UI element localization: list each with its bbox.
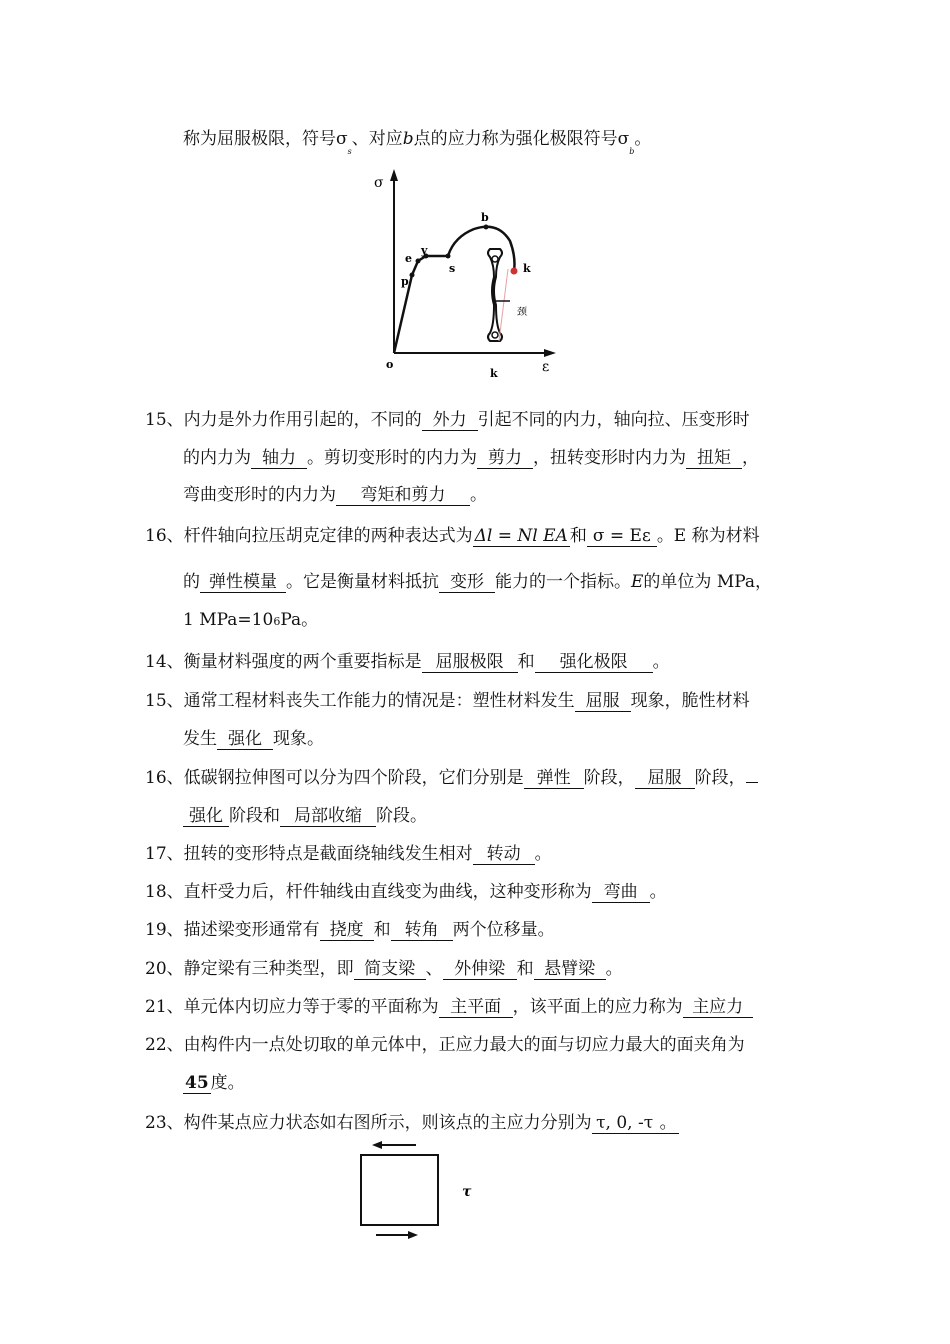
neck-label: 颈 [517, 307, 527, 318]
answer-blank: 局部收缩 [280, 806, 376, 827]
sigma-label: σ [374, 175, 384, 191]
specimen-sketch [488, 249, 510, 341]
answer-blank: 主应力 [683, 997, 753, 1018]
question-15a: 15、内力是外力作用引起的，不同的 外力 引起不同的内力，轴向拉、压变形时 [145, 410, 750, 430]
answer-blank: 外伸梁 [443, 959, 517, 980]
question-16b: 16、低碳钢拉伸图可以分为四个阶段，它们分别是 弹性 阶段， 屈服 阶段， [145, 767, 758, 789]
question-21: 21、单元体内切应力等于零的平面称为 主平面 ，该平面上的应力称为 主应力 [145, 996, 753, 1018]
question-19: 19、描述梁变形通常有 挠度 和 转角 两个位移量。 [145, 920, 555, 940]
answer-blank: 强化 [217, 729, 273, 750]
answer-blank: 轴力 [251, 448, 307, 469]
answer-blank: 45 [185, 1073, 209, 1093]
question-16a: 16、杆件轴向拉压胡克定律的两种表达式为 Δl = Nl EA 和 σ = Eε 。E 称为材料 [145, 526, 760, 546]
stress-strain-curve [394, 227, 515, 353]
point-y-label: y [421, 244, 428, 257]
point-p-label: p [401, 275, 409, 288]
answer-blank: 弯矩和剪力 [336, 485, 470, 506]
question-15a-line3: 弯曲变形时的内力为 弯矩和剪力 。 [183, 485, 487, 505]
answer-blank: 强化 [183, 806, 229, 827]
question-18: 18、直杆受力后，杆件轴线由直线变为曲线，这种变形称为 弯曲 。 [145, 882, 667, 902]
answer-blank: 屈服极限 [422, 652, 518, 673]
answer-blank: 弹性模量 [200, 572, 286, 593]
sigma-arrow [390, 169, 398, 181]
answer-blank: τ, 0, -τ [592, 1113, 658, 1134]
formula-blank: σ = Eε [587, 526, 657, 547]
question-20: 20、静定梁有三种类型，即 简支梁 、 外伸梁 和 悬臂梁 。 [145, 959, 623, 979]
tau-label: τ [462, 1184, 472, 1200]
point-e-label: e [405, 252, 412, 265]
answer-blank: 转动 [473, 844, 535, 865]
question-14: 14、衡量材料强度的两个重要指标是 屈服极限 和 强化极限 。 [145, 652, 670, 672]
answer-blank: 扭矩 [686, 448, 742, 469]
question-16a-line3: 1 MPa=106Pa。 [183, 610, 319, 630]
answer-blank: 转角 [391, 920, 453, 941]
question-15a-line2: 的内力为 轴力 。剪切变形时的内力为 剪力 ，扭转变形时内力为 扭矩 ， [183, 448, 759, 468]
answer-blank: 主平面 [439, 997, 513, 1018]
answer-blank: 弯曲 [592, 882, 650, 903]
origin-label: o [386, 358, 394, 371]
question-15b-line2: 发生 强化 现象。 [183, 729, 324, 749]
epsilon-label: ε [542, 359, 550, 375]
answer-blank: 强化极限 [535, 652, 653, 673]
element-square [361, 1155, 438, 1225]
answer-blank: 简支梁 [354, 959, 426, 980]
question-16b-line2: 强化 阶段和 局部收缩 阶段。 [183, 805, 427, 827]
answer-blank: 挠度 [320, 920, 374, 941]
answer-blank: 剪力 [477, 448, 533, 469]
question-22: 22、由构件内一点处切取的单元体中，正应力最大的面与切应力最大的面夹角为 [145, 1035, 745, 1055]
stress-strain-diagram [368, 165, 568, 385]
epsilon-arrow [544, 349, 556, 357]
point-k-label: k [523, 262, 531, 275]
stress-element-diagram [350, 1140, 490, 1244]
question-23: 23、构件某点应力状态如右图所示，则该点的主应力分别为 τ, 0, -τ 。 [145, 1113, 677, 1133]
answer-blank: 悬臂梁 [534, 959, 606, 980]
answer-blank: 外力 [422, 410, 478, 431]
formula-blank: Δl = Nl EA [474, 526, 568, 546]
question-17: 17、扭转的变形特点是截面绕轴线发生相对 转动 。 [145, 844, 552, 864]
point-b-label: b [481, 211, 489, 224]
answer-blank: 屈服 [575, 691, 631, 712]
point-s-label: s [449, 262, 456, 275]
answer-blank: 屈服 [635, 768, 695, 789]
question-16a-line2: 的 弹性模量 。它是衡量材料抵抗 变形 能力的一个指标。E的单位为 MPa， [183, 572, 773, 592]
intro-line: 称为屈服极限，符号$\sigma_s$、对应b点的应力称为强化极限符号$\sigma_b$。 [183, 129, 652, 156]
question-22-line2: 45 度。 [185, 1073, 245, 1093]
question-15b: 15、通常工程材料丧失工作能力的情况是：塑性材料发生 屈服 现象，脆性材料 [145, 691, 750, 711]
answer-blank: 变形 [439, 572, 495, 593]
answer-blank-start [746, 782, 758, 783]
axis-k-label: k [490, 367, 498, 380]
answer-blank: 弹性 [524, 768, 584, 789]
